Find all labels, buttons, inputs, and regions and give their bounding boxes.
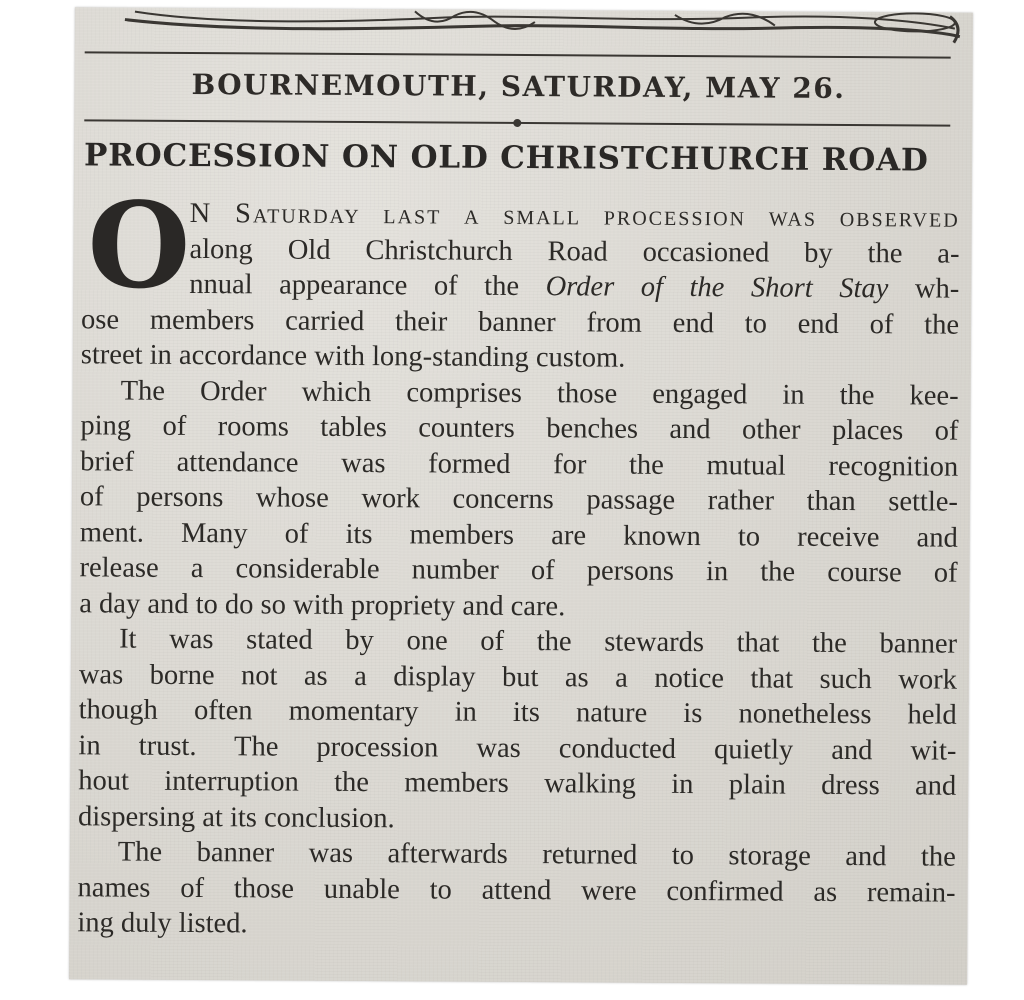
text-line: though often momentary in its nature is nonetheless held [78, 694, 957, 731]
text-span: wh- [888, 273, 960, 305]
drop-cap: O [87, 175, 191, 315]
text-line: ose members carried their banner from end to end of the [80, 303, 960, 341]
masthead-ornament [115, 7, 965, 46]
text-line: ment. Many of its members are known to receive and [79, 516, 958, 554]
text-line: was borne not as a display but as a notice that such work [78, 658, 957, 696]
text-line: dispersing at its conclusion. [77, 800, 395, 834]
text-span: nnual appearance of the [189, 268, 546, 303]
text-line: The Order which comprises those engaged in the kee- [120, 375, 959, 412]
article-body [77, 175, 960, 946]
text-line: ping of rooms tables counters benches and other places of [80, 410, 959, 447]
text-line: The banner was afterwards returned to storage and the [117, 836, 956, 873]
paragraph-3 [78, 621, 957, 839]
text-line: It was stated by one of the stewards that the banner [119, 623, 958, 660]
text-line: street in accordance with long-standing custom. [80, 339, 626, 374]
text-line: a day and to do so with propriety and care. [79, 587, 566, 622]
text-line: brief attendance was formed for the mutual recognition [80, 445, 959, 483]
paragraph-4 [77, 834, 956, 946]
text-line: along Old Christchurch Road occasioned by the a- [189, 233, 960, 270]
text-line: in trust. The procession was conducted quietly and wit- [78, 729, 957, 767]
newspaper-clipping [69, 7, 973, 984]
text-line: names of those unable to attend were confirmed as remain- [77, 871, 956, 909]
text-line [81, 266, 959, 307]
top-rule [85, 51, 951, 58]
paragraph-1 [80, 175, 960, 378]
rule-ornament-dot [513, 119, 521, 127]
text-line: N Saturday last a small procession was observed [189, 197, 960, 234]
text-line: ing duly listed. [77, 907, 248, 940]
paragraph-2 [79, 373, 959, 627]
article-headline: PROCESSION ON OLD CHRISTCHURCH ROAD [83, 137, 929, 179]
dateline: BOURNEMOUTH, SATURDAY, MAY 26. [191, 67, 846, 105]
text-line: of persons whose work concerns passage rather than settle- [79, 481, 959, 518]
order-name: Order of the Short Stay [545, 271, 889, 305]
dateline-rule [84, 119, 950, 126]
text-line: hout interruption the members walking in plain dress and [78, 765, 957, 802]
text-line: release a considerable number of persons in the course of [79, 552, 958, 589]
